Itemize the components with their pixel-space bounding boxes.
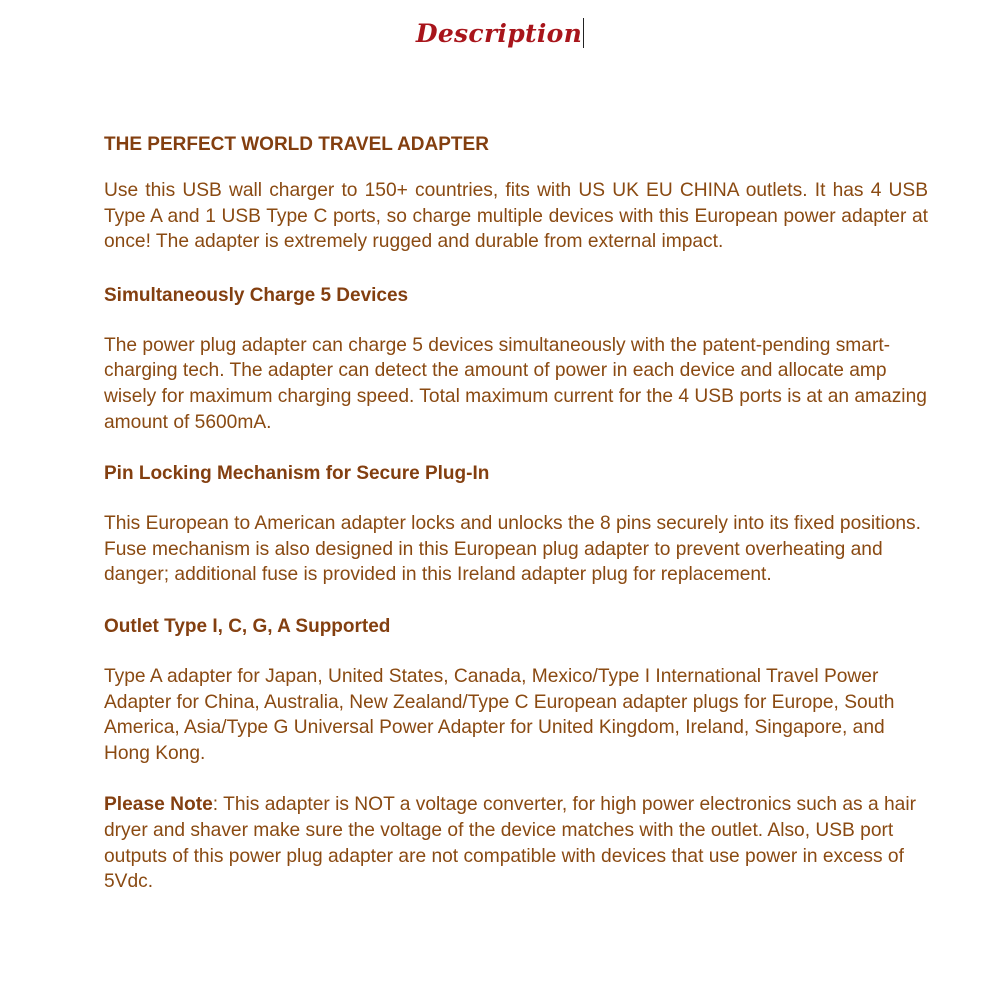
text-cursor [583,18,584,48]
note-label: Please Note [104,794,213,816]
section-heading: Simultaneously Charge 5 Devices [104,284,409,306]
document-body [104,132,928,895]
section-paragraph: Type A adapter for Japan, United States, Canada, Mexico/Type I International Travel Power Adapter for China, Australia, New Zealand/Type C European adapter plugs for Europe, South America, Asia/Type G Universal Power Adapter for United Kingdom, Ireland, Singapore, and Hong Kong. [104,665,895,764]
document-title-text: Description [415,19,583,48]
note-text: : This adapter is NOT a voltage converter, for high power electronics such as a hair dryer and shaver make sure the voltage of the device matches with the outlet. Also, USB port outputs of this power plug adapter are not compatible with devices that use power in excess of 5Vdc. [104,794,916,893]
section-paragraph: This European to American adapter locks and unlocks the 8 pins securely into its fixed positions. Fuse mechanism is also designed in this European plug adapter to prevent overheating and danger; additional fuse is provided in this Ireland adapter plug for replacement. [104,513,921,586]
document-title [0,14,1000,54]
section-paragraph: The power plug adapter can charge 5 devices simultaneously with the patent-pending smart-charging tech. The adapter can detect the amount of power in each device and allocate amp wisely for maximum charging speed. Total maximum current for the 4 USB ports is at an amazing amount of 5600mA. [104,334,927,433]
section-heading: Outlet Type I, C, G, A Supported [104,615,391,637]
section-paragraph: Use this USB wall charger to 150+ countries, fits with US UK EU CHINA outlets. It has 4 USB Type A and 1 USB Type C ports, so charge multiple devices with this European power adapter at once! The adapter is extremely rugged and durable from external impact. [104,180,928,253]
note-paragraph [104,792,928,894]
section-heading: Pin Locking Mechanism for Secure Plug-In [104,463,490,485]
section-heading: THE PERFECT WORLD TRAVEL ADAPTER [104,134,489,155]
